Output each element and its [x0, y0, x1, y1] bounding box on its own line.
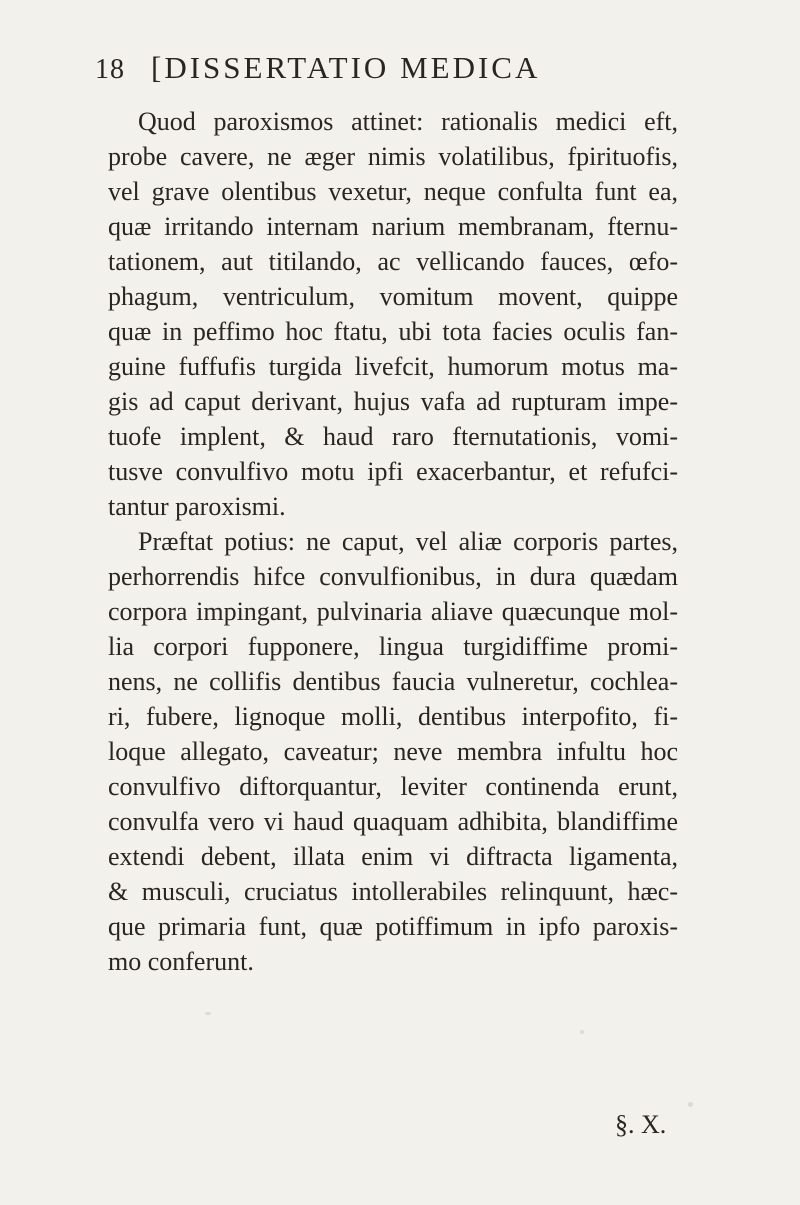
text-line: quæ in peffimo hoc ftatu, ubi tota facies oculis fan- [108, 317, 678, 346]
page-number: 18 [95, 54, 125, 85]
text-line: gis ad caput derivant, hujus vafa ad rupturam impe- [108, 387, 678, 416]
text-line: tantur paroxismi. [108, 492, 286, 521]
paper-smudge [205, 1012, 211, 1015]
text-line: guine fuffufis turgida livefcit, humorum motus ma- [108, 352, 678, 381]
text-line: que primaria funt, quæ potiffimum in ipfo paroxis- [108, 912, 678, 941]
text-line: perhorrendis hifce convulfionibus, in dura quædam [108, 562, 678, 591]
paper-smudge [580, 1030, 584, 1034]
paragraph-2 [108, 524, 678, 979]
text-line: ri, fubere, lignoque molli, dentibus interpofito, fi- [108, 702, 678, 731]
text-line: vel grave olentibus vexetur, neque confulta funt ea, [108, 177, 678, 206]
body-text [108, 104, 678, 979]
text-line: quæ irritando internam narium membranam, fternu- [108, 212, 678, 241]
catchword: §. X. [615, 1110, 667, 1139]
text-line: phagum, ventriculum, vomitum movent, quippe [108, 282, 678, 311]
paragraph-1 [108, 104, 678, 524]
text-line: loque allegato, caveatur; neve membra infultu hoc [108, 737, 678, 766]
running-title: [DISSERTATIO MEDICA [151, 50, 541, 85]
text-line: tuofe implent, & haud raro fternutationis, vomi- [108, 422, 678, 451]
text-line: corpora impingant, pulvinaria aliave quæcunque mol- [108, 597, 678, 626]
text-line: probe cavere, ne æger nimis volatilibus, fpirituofis, [108, 142, 678, 171]
text-line: & musculi, cruciatus intollerabiles relinquunt, hæc- [108, 877, 678, 906]
text-line: convulfa vero vi haud quaquam adhibita, blandiffime [108, 807, 678, 836]
text-line: Præftat potius: ne caput, vel aliæ corporis partes, [138, 527, 678, 556]
text-line: Quod paroxismos attinet: rationalis medici eft, [138, 107, 678, 136]
text-line: mo conferunt. [108, 947, 254, 976]
text-line: extendi debent, illata enim vi diftracta ligamenta, [108, 842, 678, 871]
text-line: nens, ne collifis dentibus faucia vulneretur, cochlea- [108, 667, 678, 696]
paper-smudge [688, 1102, 693, 1107]
text-line: tusve convulfivo motu ipfi exacerbantur, et refufci- [108, 457, 678, 486]
text-line: tationem, aut titilando, ac vellicando fauces, œfo- [108, 247, 678, 276]
page-header [95, 50, 695, 94]
text-line: convulfivo diftorquantur, leviter continenda erunt, [108, 772, 678, 801]
text-line: lia corpori fupponere, lingua turgidiffime promi- [108, 632, 678, 661]
